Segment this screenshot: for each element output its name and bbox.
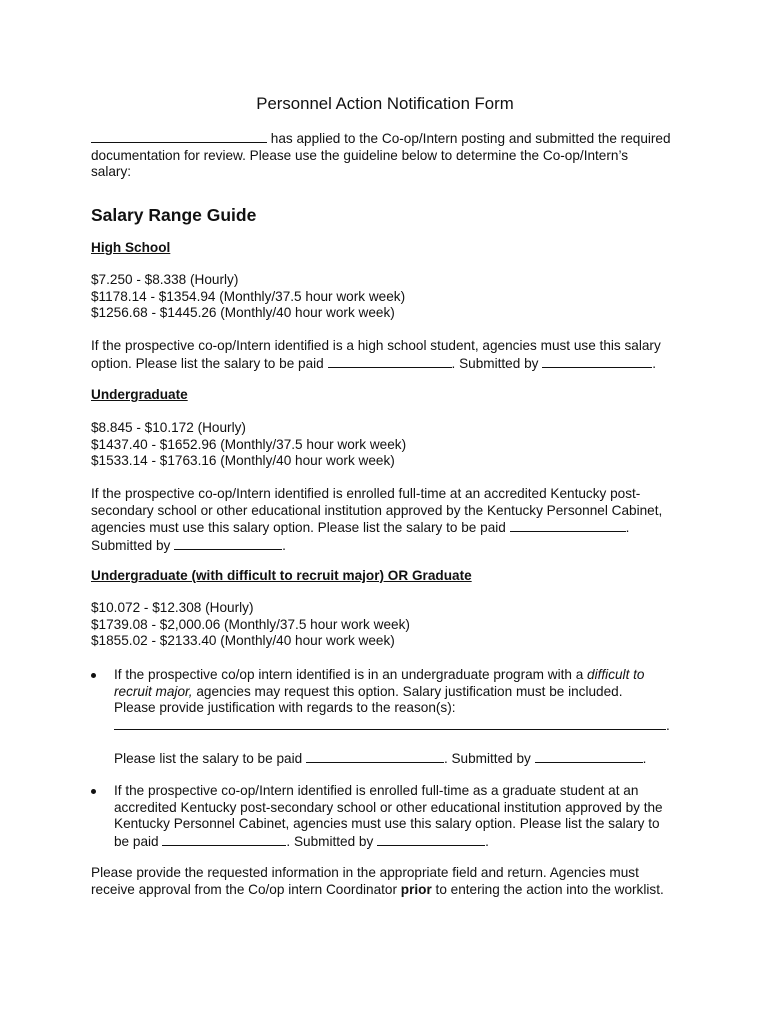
bullet-text: . Submitted by [286,833,374,849]
ug-submitted-by-blank[interactable] [174,537,282,550]
undergraduate-rates [91,420,691,470]
closing-text: receive approval from the Co/op intern Coordinator [91,881,401,897]
undergraduate-note [91,486,691,554]
high-school-note [91,338,691,372]
bullet-text-emphasis: recruit major, [114,683,193,699]
rate-line: $1437.40 - $1652.96 (Monthly/37.5 hour work week) [91,436,407,452]
note-text: option. Please list the salary to be paid [91,355,324,371]
rate-line: $1855.02 - $2133.40 (Monthly/40 hour work week) [91,633,395,649]
grad2-salary-blank[interactable] [162,833,286,846]
grad-submitted-by-blank[interactable] [535,750,643,763]
rate-line: $1739.08 - $2,000.06 (Monthly/37.5 hour work week) [91,616,410,632]
page-title: Personnel Action Notification Form [256,94,514,113]
bullet-text-emphasis: difficult to [587,667,645,682]
bullet-text: agencies may request this option. Salary justification must be included. [192,683,623,699]
intro-text-1: has applied to the Co-op/Intern posting and submitted the required [270,131,671,146]
high-school-heading: High School [91,240,171,255]
bullet-text: If the prospective co-op/Intern identified is enrolled full-time as a graduate student at an [114,783,639,798]
salary-range-heading: Salary Range Guide [91,205,257,225]
closing-paragraph [91,865,691,898]
hs-submitted-by-blank[interactable] [542,355,652,368]
bullet-icon [91,789,96,794]
note-text: If the prospective co-op/Intern identified is a high school student, agencies must use this salary [91,338,661,353]
grad-salary-blank[interactable] [306,750,444,763]
rate-line: $1256.68 - $1445.26 (Monthly/40 hour work week) [91,305,395,321]
intro-text-3: salary: [91,164,132,180]
note-text: secondary school or other educational institution approved by the Kentucky Personnel Cabinet, [91,502,663,518]
bullet-text: . Submitted by [443,751,531,767]
bullet-text: . [666,717,670,733]
grad2-submitted-by-blank[interactable] [377,833,485,846]
note-text: agencies must use this salary option. Please list the salary to be paid [91,520,506,536]
hs-salary-blank[interactable] [328,355,452,368]
high-school-rates [91,272,691,322]
bullet-text: Please provide justification with regards to the reason(s): [114,700,456,716]
closing-text-bold: prior [400,881,432,897]
graduate-rates [91,600,691,650]
bullet-text: accredited Kentucky post-secondary school or other educational institution approved by the [114,799,663,815]
rate-line: $10.072 - $12.308 (Hourly) [91,600,254,615]
note-text: If the prospective co-op/Intern identified is enrolled full-time at an accredited Kentucky post- [91,486,641,501]
bullet-text: . [642,751,647,767]
ug-salary-blank[interactable] [510,519,626,532]
bullet-text: If the prospective co/op intern identified is in an undergraduate program with a [114,667,588,682]
note-text: . [282,537,286,553]
bullet-icon [91,673,96,678]
graduate-heading: Undergraduate (with difficult to recruit major) OR Graduate [91,568,472,583]
note-text: . Submitted by [451,355,539,371]
note-text: Submitted by [91,537,171,553]
rate-line: $8.845 - $10.172 (Hourly) [91,420,246,435]
bullet-text: Please list the salary to be paid [114,751,303,767]
rate-line: $1178.14 - $1354.94 (Monthly/37.5 hour work week) [91,288,406,304]
bullet-text: . [485,833,489,849]
rate-line: $7.250 - $8.338 (Hourly) [91,272,239,287]
note-text: . [652,355,656,371]
justification-blank[interactable] [114,717,666,730]
closing-text: to entering the action into the worklist. [431,881,664,897]
bullet-text: Kentucky Personnel Cabinet, agencies must use this salary option. Please list the salary to [114,816,660,832]
intro-paragraph [91,130,691,181]
rate-line: $1533.14 - $1763.16 (Monthly/40 hour work week) [91,453,395,469]
applicant-name-blank[interactable] [91,130,267,143]
intro-text-2: documentation for review. Please use the guideline below to determine the Co-op/Intern’s [91,147,629,163]
note-text: . [625,520,630,536]
bullet-text: be paid [114,833,159,849]
closing-text: Please provide the requested information in the appropriate field and return. Agencies must [91,865,639,880]
undergraduate-heading: Undergraduate [91,387,188,402]
